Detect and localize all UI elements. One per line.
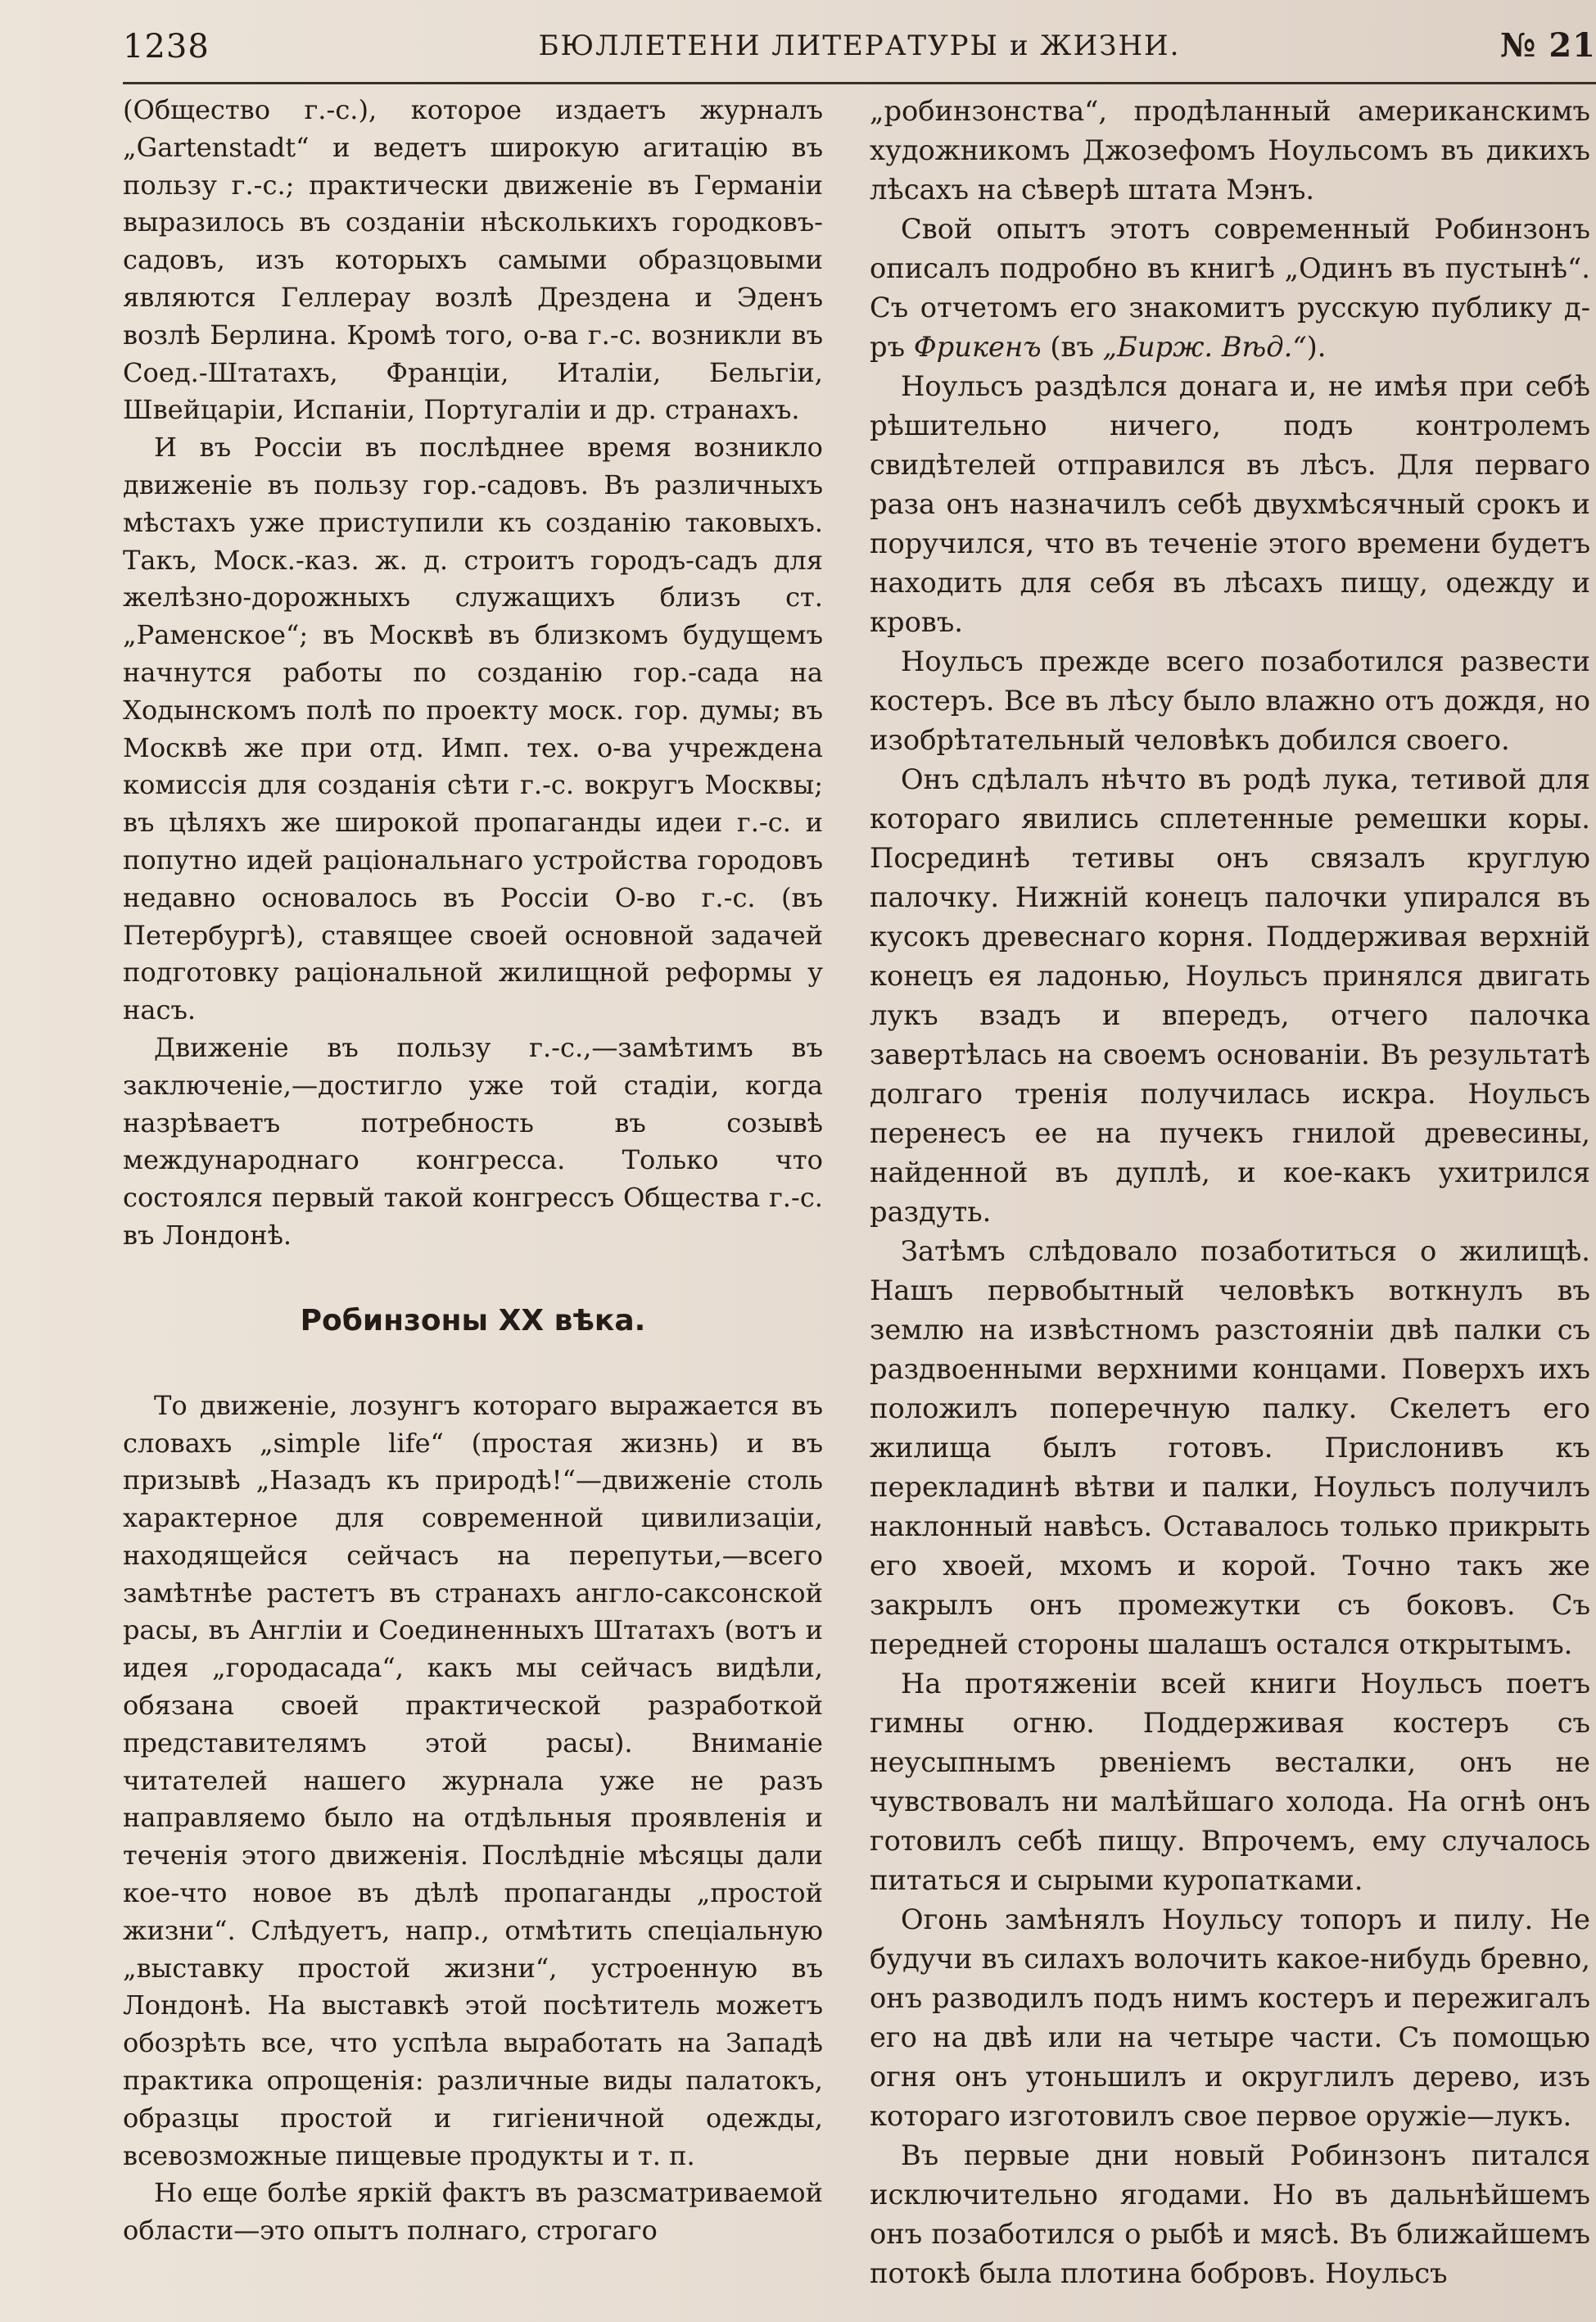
paragraph: Онъ сдѣлалъ нѣчто въ родѣ лука, тетивой для котораго явились сплетенные ремешки коры. Посрединѣ тетивы онъ связалъ круглую палочку. Нижній конецъ палочки упирался въ кусокъ древеснаго корня. Поддерживая верхній конецъ ея ладонью, Ноульсъ принялся двигать лукъ взадъ и впередъ, отчего палочка завертѣлась на своемъ основаніи. Въ результатѣ долгаго тренія получилась искра. Ноульсъ перенесъ ее на пучекъ гнилой древесины, найденной въ дуплѣ, и кое-какъ ухитрился раздуть.: [870, 763, 1590, 1228]
page-number: 1238: [123, 28, 210, 66]
paragraph-text: (въ: [1041, 331, 1103, 363]
paragraph: То движеніе, лозунгъ котораго выражается въ словахъ „simple life“ (простая жизнь) и въ призывѣ „Назадъ къ природѣ!“—движеніе столь характерное для современной цивилизаціи, находящейся сейчасъ на перепутьи,—всего замѣтнѣе растетъ въ странахъ англо-саксонской расы, въ Англіи и Соединенныхъ Штатахъ (вотъ и идея „городасада“, какъ мы сейчасъ видѣли, обязана своей практической разработкой представителямъ этой расы). Вниманіе читателей нашего журнала уже не разъ направляемо было на отдѣльныя проявленія и теченія этого движенія. Послѣдніе мѣсяцы дали кое-что новое въ дѣлѣ пропаганды „простой жизни“. Слѣдуетъ, напр., отмѣтить спеціальную „выставку простой жизни“, устроенную въ Лондонѣ. На выставкѣ этой посѣтитель можетъ обозрѣть все, что успѣла выработать на Западѣ практика опрощенія: различные виды палатокъ, образцы простой и гигіеничной одежды, всевозможные пищевые продукты и т. п.: [123, 1389, 823, 2171]
paragraph-text: Свой опытъ этотъ современный Робинзонъ описалъ подробно въ книгѣ „Одинъ въ пустынѣ“. Съ отчетомъ его знакомитъ русскую публику д-ръ: [870, 213, 1590, 363]
author-name: Фрикенъ: [913, 331, 1042, 363]
source-name: „Бирж. Вѣд.“: [1102, 331, 1307, 363]
paragraph: Огонь замѣнялъ Ноульсу топоръ и пилу. Не будучи въ силахъ волочить какое-нибудь бревно, онъ разводилъ подъ нимъ костеръ и пережигалъ его на двѣ или на четыре части. Съ помощью огня онъ утоньшилъ и округлилъ дерево, изъ котораго изготовилъ свое первое оружіе—лукъ.: [870, 1903, 1590, 2132]
paragraph: Но еще болѣе яркій фактъ въ разсматриваемой области—это опытъ полнаго, строгаго: [123, 2177, 823, 2247]
paragraph: И въ Россіи въ послѣднее время возникло движеніе въ пользу гор.-садовъ. Въ различныхъ мѣстахъ уже приступили къ созданію таковыхъ. Такъ, Моск.-каз. ж. д. строитъ городъ-садъ для желѣзно-дорожныхъ служащихъ близъ ст. „Раменское“; въ Москвѣ въ близкомъ будущемъ начнутся работы по созданію гор.-сада на Ходынскомъ полѣ по проекту моск. гор. думы; въ Москвѣ же при отд. Имп. тех. о-ва учреждена комиссія для созданія сѣти г.-с. вокругъ Москвы; въ цѣляхъ же широкой пропаганды идеи г.-с. и попутно идей раціональнаго устройства городовъ недавно основалось въ Россіи О-во г.-с. (въ Петербургѣ), ставящее своей основной задачей подготовку раціональной жилищной реформы у насъ.: [123, 432, 823, 1026]
left-column: [123, 92, 823, 2250]
paragraph: На протяженіи всей книги Ноульсъ поетъ гимны огню. Поддерживая костеръ съ неусыпнымъ рвеніемъ весталки, онъ не чувствовалъ ни малѣйшаго холода. На огнѣ онъ готовилъ себѣ пищу. Впрочемъ, ему случалось питаться и сырыми куропатками.: [870, 1668, 1590, 1896]
paragraph: Затѣмъ слѣдовало позаботиться о жилищѣ. Нашъ первобытный человѣкъ воткнулъ въ землю на извѣстномъ разстояніи двѣ палки съ раздвоенными верхними концами. Поверхъ ихъ положилъ поперечную палку. Скелетъ его жилища былъ готовъ. Прислонивъ къ перекладинѣ вѣтви и палки, Ноульсъ получилъ наклонный навѣсъ. Оставалось только прикрыть его хвоей, мхомъ и корой. Точно такъ же закрылъ онъ промежутки съ боковъ. Съ передней стороны шалашъ остался открытымъ.: [870, 1235, 1590, 1660]
paragraph: Въ первые дни новый Робинзонъ питался исключительно ягодами. Но въ дальнѣйшемъ онъ позаботился о рыбѣ и мясѣ. Въ ближайшемъ потокѣ была плотина бобровъ. Ноульсъ: [870, 2139, 1590, 2289]
issue-number: № 21: [1499, 26, 1596, 65]
header-rule: [123, 82, 1596, 84]
paragraph: [870, 210, 1590, 367]
paragraph: Ноульсъ раздѣлся донага и, не имѣя при себѣ рѣшительно ничего, подъ контролемъ свидѣтелей отправился въ лѣсъ. Для перваго раза онъ назначилъ себѣ двухмѣсячный срокъ и поручился, что въ теченіе этого времени будетъ находить для себя въ лѣсахъ пищу, одежду и кровъ.: [870, 370, 1590, 638]
paragraph: Движеніе въ пользу г.-с.,—замѣтимъ въ заключеніе,—достигло уже той стадіи, когда назрѣваетъ потребность въ созывѣ международнаго конгресса. Только что состоялся первый такой конгрессъ Общества г.-с. въ Лондонѣ.: [123, 1031, 823, 1251]
paragraph: „робинзонства“, продѣланный американскимъ художникомъ Джозефомъ Ноульсомъ въ дикихъ лѣсахъ на сѣверѣ штата Мэнъ.: [870, 95, 1590, 206]
running-header: [123, 23, 1596, 72]
paragraph: Ноульсъ прежде всего позаботился развести костеръ. Все въ лѣсу было влажно отъ дождя, но изобрѣтательный человѣкъ добился своего.: [870, 645, 1590, 756]
right-column: [870, 92, 1590, 2293]
paragraph: (Общество г.-с.), которое издаетъ журналъ „Gartenstadt“ и ведетъ широкую агитацію въ пользу г.-с.; практически движеніе въ Германіи выразилось въ созданіи нѣсколькихъ городковъ-садовъ, изъ которыхъ самыми образцовыми являются Геллерау возлѣ Дрездена и Эденъ возлѣ Берлина. Кромѣ того, о-ва г.-с. возникли въ Соед.-Штатахъ, Франціи, Италіи, Бельгіи, Швейцаріи, Испаніи, Португаліи и др. странахъ.: [123, 94, 823, 426]
paragraph-text: ).: [1306, 331, 1327, 363]
journal-title: БЮЛЛЕТЕНИ ЛИТЕРАТУРЫ и ЖИЗНИ.: [538, 29, 1181, 62]
article-heading: Робинзоны XX вѣка.: [300, 1303, 646, 1338]
